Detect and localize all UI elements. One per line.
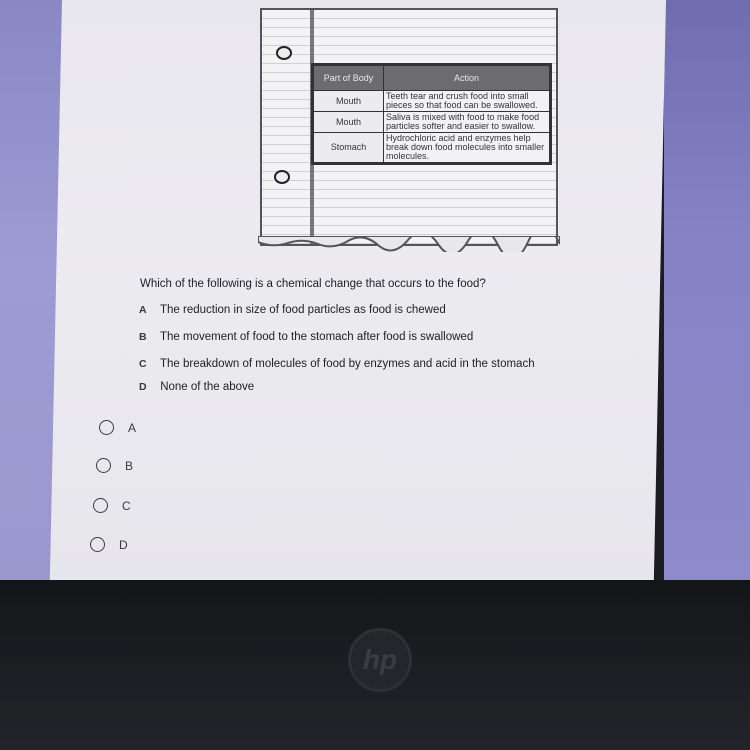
table-header-part: Part of Body: [313, 65, 384, 91]
binder-hole-icon: [274, 170, 290, 184]
hp-logo-text: hp: [362, 644, 398, 675]
table-row: [313, 91, 551, 112]
answer-label[interactable]: C: [122, 498, 131, 513]
choice-item: [139, 381, 254, 393]
binder-hole-icon: [276, 46, 292, 60]
answer-option-d[interactable]: [90, 537, 128, 552]
table-cell-action: Teeth tear and crush food into small pieces so that food can be swallowed.: [384, 91, 551, 112]
table-header-action: Action: [384, 65, 551, 91]
choice-text: The reduction in size of food particles as food is chewed: [160, 304, 446, 316]
answer-label[interactable]: D: [119, 537, 128, 552]
choice-item: [139, 331, 473, 343]
choice-item: [139, 304, 446, 316]
choice-letter: B: [139, 331, 147, 343]
answer-label[interactable]: B: [125, 458, 134, 473]
table-cell-action: Saliva is mixed with food to make food particles softer and easier to swallow.: [384, 112, 551, 133]
choice-text: The movement of food to the stomach after food is swallowed: [160, 331, 474, 343]
choice-item: [139, 358, 535, 370]
table-row: [313, 112, 551, 133]
choice-letter: A: [139, 304, 147, 316]
monitor-bezel-right: [664, 0, 750, 585]
table-row: [313, 133, 551, 164]
answer-option-c[interactable]: [93, 498, 131, 513]
choice-letter: D: [139, 381, 147, 393]
question-text: Which of the following is a chemical change that occurs to the food?: [140, 278, 486, 290]
table-cell-part: Mouth: [313, 91, 384, 112]
radio-button[interactable]: [90, 537, 105, 552]
torn-paper-edge: [258, 236, 560, 252]
digestion-table: [311, 63, 552, 165]
choice-letter: C: [139, 358, 147, 370]
radio-button[interactable]: [99, 420, 114, 435]
hp-logo-icon: [348, 628, 412, 692]
answer-option-a[interactable]: [99, 420, 136, 435]
radio-button[interactable]: [93, 498, 108, 513]
answer-option-b[interactable]: [96, 458, 133, 473]
choice-text: The breakdown of molecules of food by enzymes and acid in the stomach: [160, 358, 535, 370]
choice-text: None of the above: [160, 381, 255, 393]
answer-label[interactable]: A: [128, 420, 137, 435]
radio-button[interactable]: [96, 458, 111, 473]
table-cell-action: Hydrochloric acid and enzymes help break down food molecules into smaller molecules.: [384, 133, 551, 164]
table-cell-part: Stomach: [313, 133, 384, 164]
table-cell-part: Mouth: [313, 112, 384, 133]
